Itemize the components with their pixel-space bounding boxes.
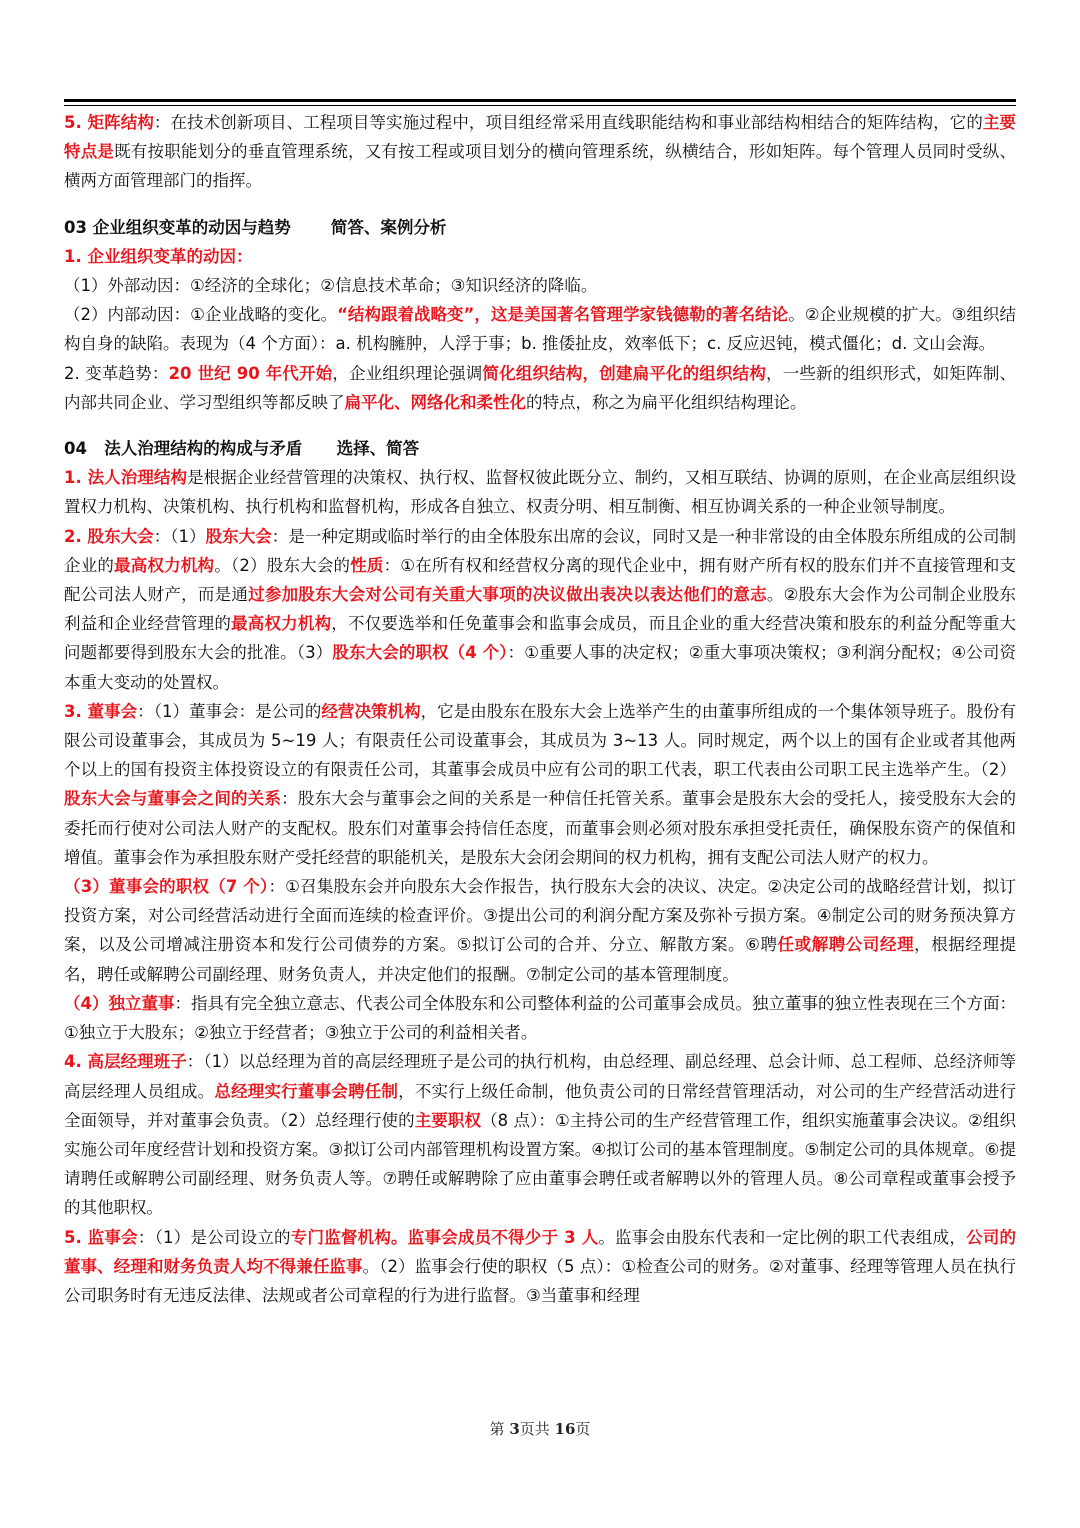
highlighted-text: 简化组织结构，创建扁平化的组织结构 — [482, 363, 767, 383]
highlighted-text: （3）董事会的职权（7 个） — [64, 877, 269, 897]
text-run: ：在技术创新项目、工程项目等实施过程中，项目组经常采用直线职能结构和事业部结构相结合的矩阵结构，它的 — [153, 113, 983, 132]
text-run: ，根据经理提名，聘任或解聘公司副经理、财务负责人，并决定他们的报酬。⑦制定公司的基本管理制度。 — [64, 935, 1017, 984]
paragraph-governance-structure — [64, 463, 1016, 521]
highlighted-text: 股东大会 — [205, 526, 272, 546]
paragraph-senior-managers — [64, 1047, 1016, 1222]
footer-prefix: 第 — [489, 1420, 510, 1438]
text-run: ：指具有完全独立意志、代表公司全体股东和公司整体利益的公司董事会成员。独立董事的独立性表现在三个方面：①独立于大股东；②独立于经营者；③独立于公司的利益相关者。 — [64, 993, 1016, 1043]
text-run: ：（1）是公司设立的 — [137, 1227, 291, 1247]
text-run: ：（1）以总经理为首的高层经理班子是公司的执行机构，由总经理、副总经理、总会计师、总工程师、总经济师等高层经理人员组成。 — [64, 1052, 1017, 1101]
paragraph-matrix-structure — [64, 108, 1016, 196]
text-run: （1）外部动因：①经济的全球化；②信息技术革命；③知识经济的降临。 — [64, 276, 598, 296]
text-run: ：①在所有权和经营权分离的现代企业中，拥有财产所有权的股东们并不直接管理和支配公司法人财产，而是通 — [64, 555, 1017, 605]
text-run: 。②企业规模的扩大。③组织结构自身的缺陷。表现为（4 个方面）：a. 机构臃肿，人浮于事；b. 推倭扯皮，效率低下；c. 反应迟钝，模式僵化；d. 文山会海。 — [64, 305, 1016, 354]
highlighted-text: 任或解聘公司经理 — [777, 935, 915, 955]
highlighted-text: 过参加股东大会对公司有关重大事项的决议做出表决以表达他们的意志 — [248, 585, 767, 605]
text-run: ：是一种定期或临时举行的由全体股东出席的会议，同时又是一种非常设的由全体股东所组成的公司制企业的 — [64, 526, 1017, 575]
section-heading-03: 03 企业组织变革的动因与趋势 简答、案例分析 — [64, 217, 447, 237]
paragraph-board-powers — [64, 872, 1016, 989]
highlighted-text: 20 世纪 90 年代开始 — [168, 363, 333, 383]
highlighted-text: 股东大会与董事会之间的关系 — [64, 789, 282, 809]
text-run: 。（2）股东大会的 — [214, 555, 351, 575]
highlighted-text: 1. 企业组织变革的动因： — [64, 246, 253, 266]
text-run: ：①重要人事的决定权；②重大事项决策权；③利润分配权；④公司资本重大变动的处置权。 — [64, 643, 1016, 692]
text-run: ，一些新的组织形式，如矩阵制、内部共同企业、学习型组织等都反映了 — [64, 363, 1017, 412]
highlighted-text: 主要特点是 — [64, 113, 1017, 162]
highlighted-text: 公司的董事、经理和财务负责人均不得兼任监事 — [64, 1227, 1016, 1276]
header-rule-thick — [64, 99, 1016, 102]
highlighted-text: 专门监督机构。监事会成员不得少于 3 人 — [290, 1227, 599, 1247]
footer-middle: 页共 — [519, 1420, 555, 1438]
highlighted-text: 扁平化、网络化和柔性化 — [344, 392, 526, 412]
text-run: 。②股东大会作为公司制企业股东利益和企业经营管理的 — [64, 585, 1016, 634]
text-run: ，企业组织理论强调 — [332, 363, 483, 383]
text-run: （2）内部动因：①企业战略的变化。 — [64, 305, 338, 325]
highlighted-text: 性质 — [350, 555, 384, 575]
text-run: ：（1） — [153, 526, 206, 546]
highlighted-text: “结构跟着战略变”，这是美国著名管理学家钱德勒的著名结论 — [337, 305, 789, 325]
text-run: 是根据企业经营管理的决策权、执行权、监督权彼此既分立、制约，又相互联结、协调的原则，在企业高层组织设置权力机构、决策机构、执行机构和监督机构，形成各自独立、权责分明、相互制衡、相互协调关系的一种企业领导制度。 — [64, 468, 1016, 517]
paragraph-change-trend — [64, 359, 1016, 417]
highlighted-text: 最高权力机构 — [114, 555, 215, 575]
text-run: ：股东大会与董事会之间的关系是一种信任托管关系。董事会是股东大会的受托人，接受股东大会的委托而行使对公司法人财产的支配权。股东们对董事会持信任态度，而董事会则必须对股东承担受托责任，确保股东资产的保值和增值。董事会作为承担股东财产受托经营的职能机关，是股东大会闭会期间的权力机构，拥有支配公司法人财产的权力。 — [64, 789, 1017, 867]
paragraph-change-causes-title — [64, 242, 1016, 271]
page-footer — [0, 1418, 1080, 1439]
text-run: 既有按职能划分的垂直管理系统，又有按工程或项目划分的横向管理系统，纵横结合，形如矩阵。每个管理人员同时受纵、横两方面管理部门的指挥。 — [64, 142, 1017, 191]
text-run: 的特点，称之为扁平化组织结构理论。 — [526, 392, 807, 412]
highlighted-text: 股东大会的职权（4 个） — [332, 643, 508, 663]
highlighted-text: 经营决策机构 — [321, 701, 421, 721]
highlighted-text: 5. 监事会 — [64, 1227, 138, 1247]
highlighted-text: 3. 董事会 — [64, 701, 138, 721]
highlighted-text: 2. 股东大会 — [64, 526, 154, 546]
highlighted-text: （4）独立董事 — [64, 993, 175, 1013]
highlighted-text: 5. 矩阵结构 — [64, 113, 154, 132]
paragraph-shareholders-meeting — [64, 522, 1016, 697]
text-run: 2. 变革趋势： — [64, 363, 169, 383]
text-run: ，不仅要选举和任免董事会和监事会成员，而且企业的重大经营决策和股东的利益分配等重大问题都要得到股东大会的批准。（3） — [64, 614, 1017, 663]
text-run: ，不实行上级任命制，他负责公司的日常经营管理活动，对公司的生产经营活动进行全面领导，并对董事会负责。（2）总经理行使的 — [64, 1081, 1017, 1130]
header-rule-thin — [64, 105, 1016, 106]
paragraph-independent-director — [64, 989, 1016, 1047]
text-run: 。（2）监事会行使的职权（5 点）：①检查公司的财务。②对董事、经理等管理人员在执行公司职务时有无违反法律、法规或者公司章程的行为进行监督。③当董事和经理 — [64, 1256, 1017, 1305]
highlighted-text: 1. 法人治理结构 — [64, 468, 188, 488]
footer-suffix: 页 — [575, 1420, 591, 1438]
footer-page-number: 3 — [509, 1420, 520, 1438]
highlighted-text: 最高权力机构 — [231, 614, 332, 634]
paragraph-supervisory-board — [64, 1223, 1016, 1311]
paragraph-external-causes — [64, 271, 1016, 300]
text-run: 。监事会由股东代表和一定比例的职工代表组成， — [598, 1227, 967, 1247]
text-run: （8 点）：①主持公司的生产经营管理工作，组织实施董事会决议。②组织实施公司年度经营计划和投资方案。③拟订公司内部管理机构设置方案。④拟订公司的基本管理制度。⑤制定公司的具体规章。⑥提请聘任或解聘公司副经理、财务负责人等。⑦聘任或解聘除了应由董事会聘任或者解聘以外的管理人员。⑧公司章程或董事会授予的其他职权。 — [64, 1110, 1017, 1218]
section-heading-04: 04 法人治理结构的构成与矛盾 选择、简答 — [64, 439, 420, 459]
paragraph-internal-causes — [64, 300, 1016, 358]
highlighted-text: 总经理实行董事会聘任制 — [214, 1081, 399, 1101]
paragraph-board-of-directors — [64, 697, 1016, 872]
highlighted-text: 主要职权 — [414, 1110, 482, 1130]
highlighted-text: 4. 高层经理班子 — [64, 1052, 187, 1072]
footer-total-pages: 16 — [554, 1420, 576, 1438]
page-content — [64, 108, 1016, 1310]
text-run: ：①召集股东会并向股东大会作报告，执行股东大会的决议、决定。②决定公司的战略经营计划，拟订投资方案，对公司经营活动进行全面而连续的检查评价。③提出公司的利润分配方案及弥补亏损方案。④制定公司的财务预决算方案，以及公司增减注册资本和发行公司债券的方案。⑤拟订公司的合并、分立、解散方案。⑥聘 — [64, 877, 1016, 955]
text-run: ，它是由股东在股东大会上选举产生的由董事所组成的一个集体领导班子。股份有限公司设董事会，其成员为 5~19 人；有限责任公司设董事会，其成员为 3~13 人。同时规定，两个以上的国有企业或者其他两个以上的国有投资主体投资设立的有限责任公司，其董事会成员中应有公司的职工代表，职工代表由公司职工民主选举产生。（2） — [64, 701, 1017, 780]
text-run: ：（1）董事会：是公司的 — [137, 701, 322, 721]
